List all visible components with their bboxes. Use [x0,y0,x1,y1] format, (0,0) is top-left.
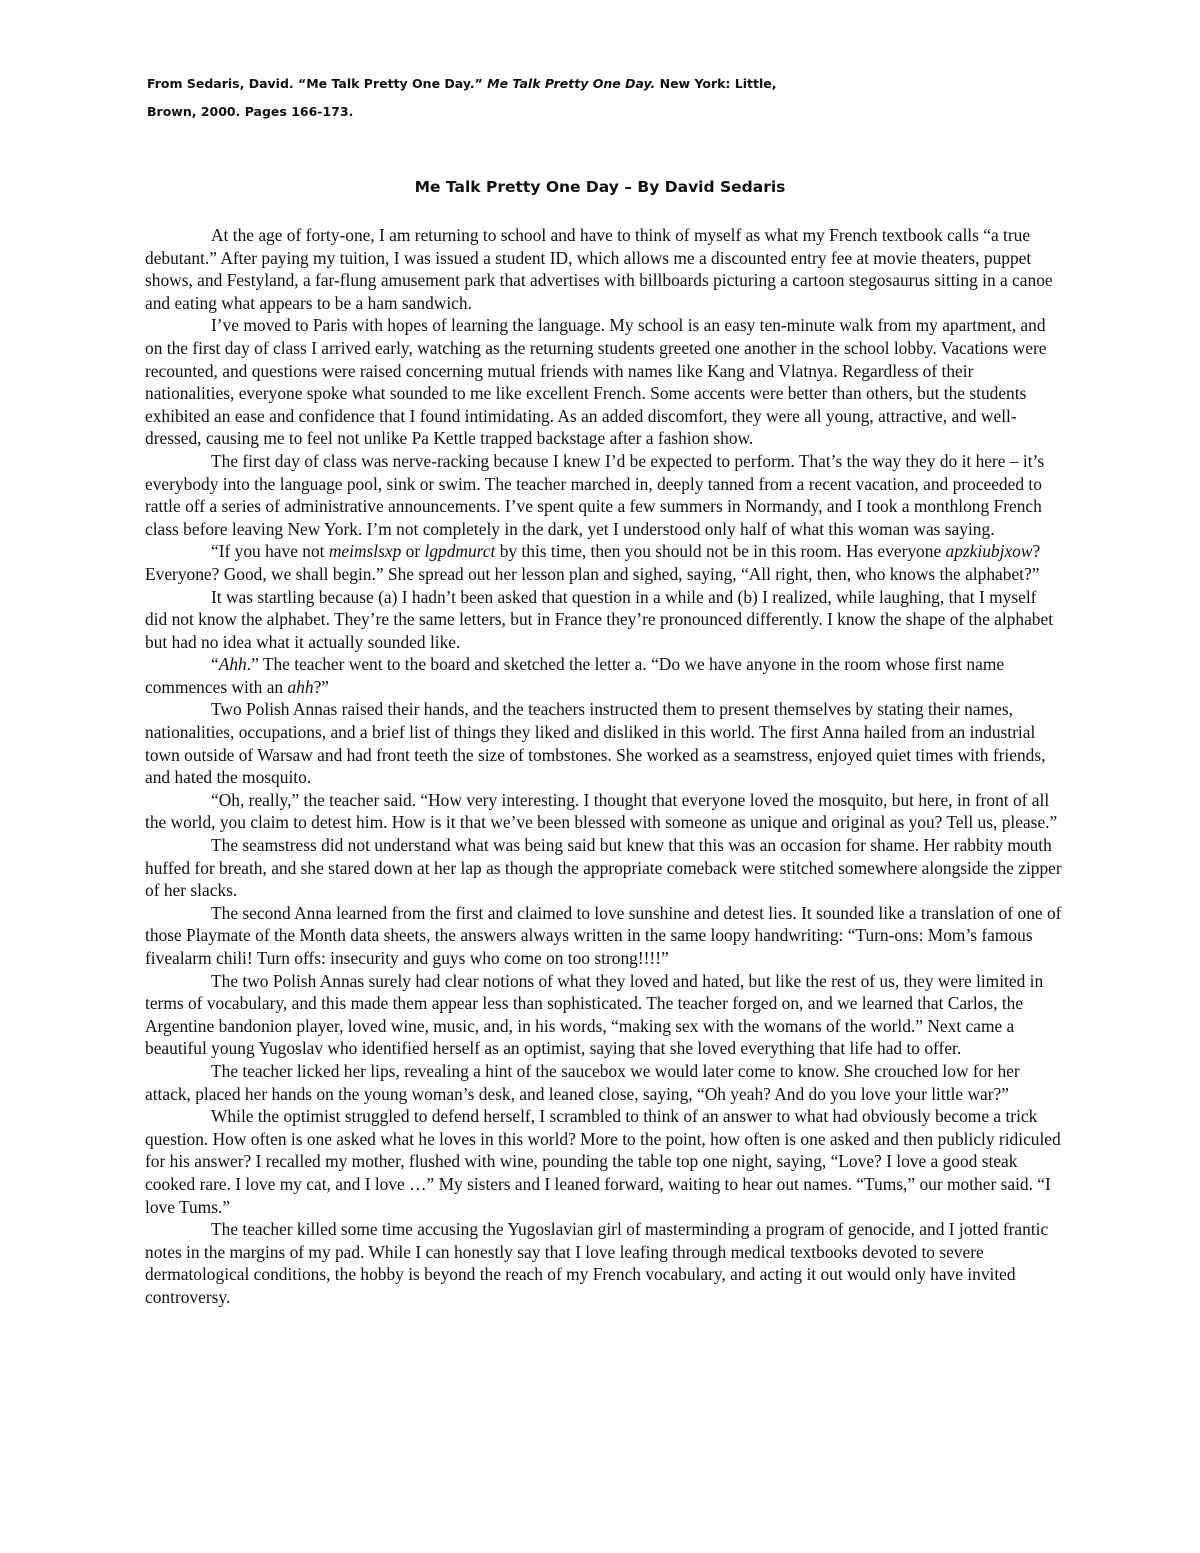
citation-suffix: New York: Little, [655,76,777,91]
paragraph-12: The teacher licked her lips, revealing a hint of the saucebox we would later come to know. She crouched low for her attack, placed her hands on the young woman’s desk, and leaned close, saying, “Oh yeah? And do you love your little war?” [145,1060,1020,1104]
p4-text-d: ? Everyone? Good, we shall begin.” She spread out her lesson plan and sighed, saying, “All right, then, who knows the alphabet?” [145,541,1041,584]
p4-text-b: or [401,541,425,562]
p6-italic-1: Ahh [218,654,247,675]
paragraph-5: It was startling because (a) I hadn’t been asked that question in a while and (b) I realized, while laughing, that I myself did not know the alphabet. They’re the same letters, but in France they’re pronounced differently. I know the shape of the alphabet but had no idea what it actually sounded like. [145,586,1054,652]
citation-prefix: From Sedaris, David. “Me Talk Pretty One Day.” [147,76,488,91]
paragraph-4 [145,540,1063,585]
p6-italic-2: ahh [287,676,314,697]
paragraph-1: At the age of forty-one, I am returning to school and have to think of myself as what my French textbook calls “a true debutant.” After paying my tuition, I was issued a student ID, which allows me a discounted entry fee at movie theaters, puppet shows, and Festyland, a far-flung amusement park that advertises with billboards picturing a cartoon stegosaurus sitting in a canoe and eating what appears to be a ham sandwich. [145,225,1053,313]
p4-italic-1: meimslsxp [328,541,402,562]
citation-line-1 [147,70,1087,98]
p6-text-c: ?” [313,676,330,697]
p4-text-c: by this time, then you should not be in this room. Has everyone [495,541,946,562]
p6-text-b: .” The teacher went to the board and sketched the letter a. “Do we have anyone in the room whose first name commences with an [145,654,1005,697]
citation-book-title: Me Talk Pretty One Day. [487,76,656,91]
paragraph-6 [145,653,1063,698]
citation-line-2: Brown, 2000. Pages 166-173. [147,104,354,119]
paragraph-9: The seamstress did not understand what was being said but knew that this was an occasion for shame. Her rabbity mouth huffed for breath, and she stared down at her lap as though the appropriate comeback were stitched somewhere alongside the zipper of her slacks. [145,835,1062,901]
p4-italic-2: lgpdmurct [424,541,496,562]
p6-text-a: “ [211,654,219,675]
p4-text-a: “If you have not [211,541,329,562]
essay-body [145,224,1063,1309]
paragraph-14: The teacher killed some time accusing the Yugoslavian girl of masterminding a program of genocide, and I jotted frantic notes in the margins of my pad. While I can honestly say that I love leafing through medical textbooks devoted to severe dermatological conditions, the hobby is beyond the reach of my French vocabulary, and acting it out would only have invited controversy. [145,1219,1049,1307]
citation [147,70,1087,126]
paragraph-8: “Oh, really,” the teacher said. “How very interesting. I thought that everyone loved the mosquito, but here, in front of all the world, you claim to detest him. How is it that we’ve been blessed with someone as unique and original as you? Tell us, please.” [145,789,1058,833]
paragraph-10: The second Anna learned from the first and claimed to love sunshine and detest lies. It sounded like a translation of one of those Playmate of the Month data sheets, the answers always written in the same loopy handwriting: “Turn-ons: Mom’s famous fivealarm chili! Turn offs: insecurity and guys who come on too strong!!!!” [145,902,1062,968]
paragraph-7: Two Polish Annas raised their hands, and the teachers instructed them to present themselves by stating their names, nationalities, occupations, and a brief list of things they liked and disliked in this world. The first Anna hailed from an industrial town outside of Warsaw and had front teeth the size of tombstones. She worked as a seamstress, enjoyed quiet times with friends, and hated the mosquito. [145,699,1046,788]
paragraph-3: The first day of class was nerve-racking because I knew I’d be expected to perform. That’s the way they do it here – it’s everybody into the language pool, sink or swim. The teacher marched in, deeply tanned from a recent vacation, and proceeded to rattle off a series of administrative announcements. I’ve spent quite a few summers in Normandy, and I took a monthlong French class before leaving New York. I’m not completely in the dark, yet I understood only half of what this woman was saying. [145,450,1045,539]
page-title: Me Talk Pretty One Day – By David Sedaris [414,178,786,196]
paragraph-11: The two Polish Annas surely had clear notions of what they loved and hated, but like the rest of us, they were limited in terms of vocabulary, and this made them appear less than sophisticated. The teacher forged on, and we learned that Carlos, the Argentine bandonion player, loved wine, music, and, in his words, “making sex with the womans of the world.” Next came a beautiful young Yugoslav who identified herself as an optimist, saying that she loved everything that life had to offer. [145,970,1044,1059]
paragraph-13: While the optimist struggled to defend herself, I scrambled to think of an answer to what had obviously become a trick question. How often is one asked what he loves in this world? More to the point, how often is one asked and then publicly ridiculed for his answer? I recalled my mother, flushed with wine, pounding the table top one night, saying, “Love? I love a good steak cooked rare. I love my cat, and I love …” My sisters and I leaned forward, waiting to hear out names. “Tums,” our mother said. “I love Tums.” [145,1106,1061,1217]
p4-italic-3: apzkiubjxow [945,541,1033,562]
paragraph-2: I’ve moved to Paris with hopes of learning the language. My school is an easy ten-minute walk from my apartment, and on the first day of class I arrived early, watching as the returning students greeted one another in the school lobby. Vacations were recounted, and questions were raised concerning mutual friends with names like Kang and Vlatnya. Regardless of their nationalities, everyone spoke what sounded to me like excellent French. Some accents were better than others, but the students exhibited an ease and confidence that I found intimidating. As an added discomfort, they were all young, attractive, and well-dressed, causing me to feel not unlike Pa Kettle trapped backstage after a fashion show. [145,315,1047,449]
